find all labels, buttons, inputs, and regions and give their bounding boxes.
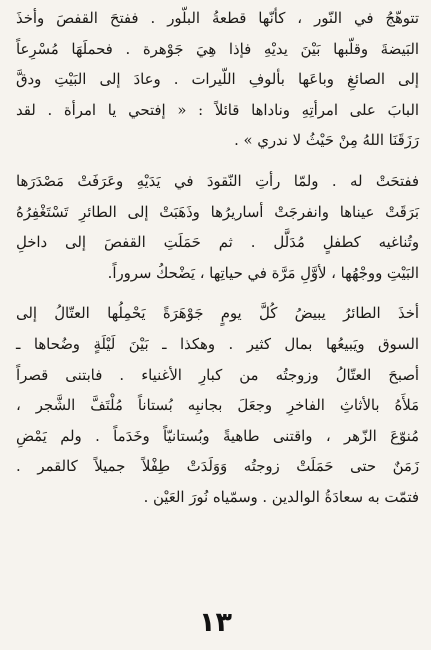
text-line: البابَ على امرأتِهِ وناداها قائلاً : « إفتحي يا امرأة . لقد [16,101,419,119]
paragraph-gap [16,289,419,299]
text-line: فتمّت به سعادَةُ الوالدين . وسمّياه نُورَ العَيْن . [143,488,419,506]
paragraph-1 [16,4,419,157]
text-line: وتُناغيه كطفلٍ مُدَلَّل . ثم حَمَلَتِ القفصَ إلى داخلِ [16,234,419,252]
paragraph-2 [16,167,419,289]
text-line: السوق ويَبيعُها بمال كثير . وهكذا ـ بَيْنَ لَيْلَةٍ وضُحاها ـ [16,335,419,353]
text-line: أخذَ الطائرُ يبيضُ كُلَّ يومٍ جَوْهَرَةً يَحْمِلُها العتّالُ إلى [16,305,419,323]
text-line: رَزَقَنَا اللهُ مِنْ حَيْثُ لا ندري » . [234,132,419,150]
text-line: أصبحَ العتّالُ وزوجتُه من كبارِ الأغنياء . فابتنى قصراً [16,366,419,384]
text-line: البَيْتِ ووجْهُها ، لأوَّلِ مَرَّة في حياتِها ، يَضْحكُ سروراً. [107,264,419,282]
page-number: ١٣ [199,607,232,638]
text-line: ففتحَتْ له . ولمّا رأتِ النّقودَ في يَدَيْهِ وعَرَفَتْ مَصْدَرَها [16,172,419,190]
page-body [16,4,419,614]
text-line: البَيضةَ وقلّبها بَيْنَ يديْهِ فإذا هِيَ جَوْهرة . فحملَهَا مُسْرِعاً [16,40,419,58]
text-line: مَلأَهُ بالأثاثِ الفاخرِ وجعَلَ بجانبِه بُستاناً مُلْتَفَّ الشَّجر ، [16,397,419,415]
text-line: تتوهّجُ في النّور ، كأنّها قطعةُ البلّور . ففتحَ القفصَ وأخذَ [16,10,419,27]
text-line: زَمَنٌ حتى حَمَلَتْ زوجتُه وَوَلَدَتْ طِفْلاً جميلاً كالقمر . [16,458,419,476]
text-line: بَرَقَتْ عيناها وانفرجَتْ أساريرُها وذَهَبَتْ إلى الطائرِ تَسْتَغْفِرُهُ [16,203,419,221]
text-line: مُنوّعَ الزّهر ، واقتنى طاهيةً وبُستانيّاً وخَدَماً . ولم يَمْضِ [16,427,419,445]
text-line: إلى الصائغِ وباعَها بألوفِ اللّيرات . وعادَ إلى البَيْتِ ودقَّ [16,71,419,89]
paragraph-3 [16,299,419,513]
paragraph-gap [16,157,419,167]
